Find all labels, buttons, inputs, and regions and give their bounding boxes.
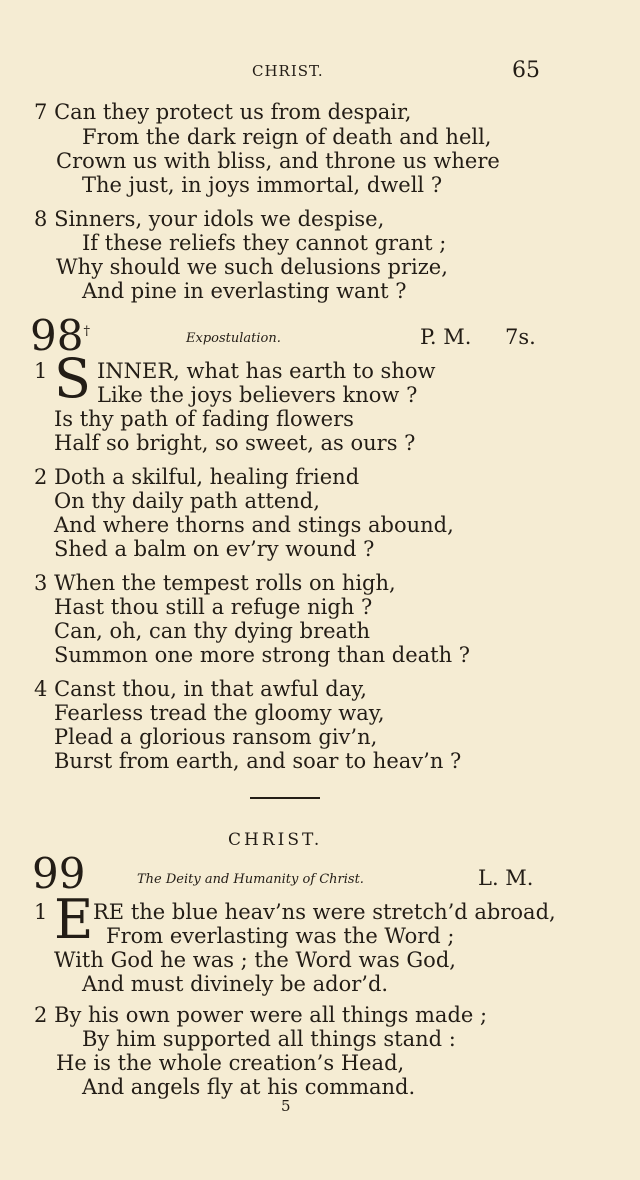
hymn-99-verse-2-line-3: He is the whole creation’s Head, — [56, 1051, 405, 1075]
verse-8-line-1: 8 Sinners, your idols we despise, — [34, 207, 385, 231]
hymn-99-verse-1-number: 1 — [34, 900, 48, 924]
hymn-98-verse-4-line-4: Burst from earth, and soar to heav’n ? — [54, 749, 462, 773]
hymn-98-verse-1-line-4: Half so bright, so sweet, as ours ? — [54, 431, 416, 455]
hymn-98-verse-4-line-1: 4 Canst thou, in that awful day, — [34, 677, 367, 701]
hymn-98-verse-4-line-2: Fearless tread the gloomy way, — [54, 701, 385, 725]
hymn-99-verse-1-line-4: And must divinely be ador’d. — [82, 972, 389, 996]
verse-7-line-4: The just, in joys immortal, dwell ? — [82, 173, 443, 197]
drop-cap-e: E — [54, 888, 94, 951]
hymn-98-verse-1-line-2: Like the joys believers know ? — [97, 383, 418, 407]
hymn-98-verse-3-line-1: 3 When the tempest rolls on high, — [34, 571, 396, 595]
hymn-98-verse-3-line-4: Summon one more strong than death ? — [54, 643, 471, 667]
hymn-99-meter: L. M. — [478, 866, 534, 890]
verse-8-line-4: And pine in everlasting want ? — [82, 279, 407, 303]
dagger-mark: † — [83, 324, 90, 339]
verse-8-line-3: Why should we such delusions prize, — [56, 255, 448, 279]
hymn-98-verse-2-line-3: And where thorns and stings abound, — [54, 513, 454, 537]
hymn-99-verse-2-line-1: 2 By his own power were all things made ; — [34, 1003, 488, 1027]
drop-cap-s: S — [54, 347, 91, 410]
hymn-98-verse-3-line-2: Hast thou still a refuge nigh ? — [54, 595, 373, 619]
page-number: 65 — [512, 58, 540, 83]
hymn-98-verse-1-line-1: INNER, what has earth to show — [97, 359, 436, 383]
running-header: CHRIST. — [252, 62, 324, 80]
hymn-99-verse-2-line-2: By him supported all things stand : — [82, 1027, 456, 1051]
hymn-98-meter: P. M. — [420, 325, 472, 349]
hymn-98-verse-2-line-4: Shed a balm on ev’ry wound ? — [54, 537, 375, 561]
hymn-98-verse-1-number: 1 — [34, 359, 48, 383]
section-title: CHRIST. — [228, 830, 323, 850]
hymn-98-verse-4-line-3: Plead a glorious ransom giv’n, — [54, 725, 378, 749]
hymn-99-number: 99 — [32, 849, 86, 898]
hymn-99-verse-1-line-3: With God he was ; the Word was God, — [54, 948, 456, 972]
section-divider — [250, 797, 320, 799]
hymn-99-verse-1-line-1: RE the blue heav’ns were stretch’d abroad, — [93, 900, 556, 924]
hymn-98-number: 98† — [30, 311, 90, 360]
verse-7-line-1: 7 Can they protect us from despair, — [34, 100, 412, 124]
verse-7-line-2: From the dark reign of death and hell, — [82, 125, 492, 149]
hymn-98-verse-2-line-1: 2 Doth a skilful, healing friend — [34, 465, 360, 489]
hymn-98-verse-2-line-2: On thy daily path attend, — [54, 489, 320, 513]
signature-mark: 5 — [281, 1097, 291, 1115]
hymn-98-verse-3-line-3: Can, oh, can thy dying breath — [54, 619, 371, 643]
hymn-99-verse-2-line-4: And angels fly at his command. — [82, 1075, 416, 1099]
verse-7-line-3: Crown us with bliss, and throne us where — [56, 149, 500, 173]
hymn-98-verse-1-line-3: Is thy path of fading flowers — [54, 407, 354, 431]
hymn-98-title: Expostulation. — [186, 331, 281, 346]
hymn-99-title: The Deity and Humanity of Christ. — [137, 872, 364, 887]
hymn-99-verse-1-line-2: From everlasting was the Word ; — [106, 924, 455, 948]
hymn-98-meter-syllables: 7s. — [505, 325, 536, 349]
verse-8-line-2: If these reliefs they cannot grant ; — [82, 231, 447, 255]
